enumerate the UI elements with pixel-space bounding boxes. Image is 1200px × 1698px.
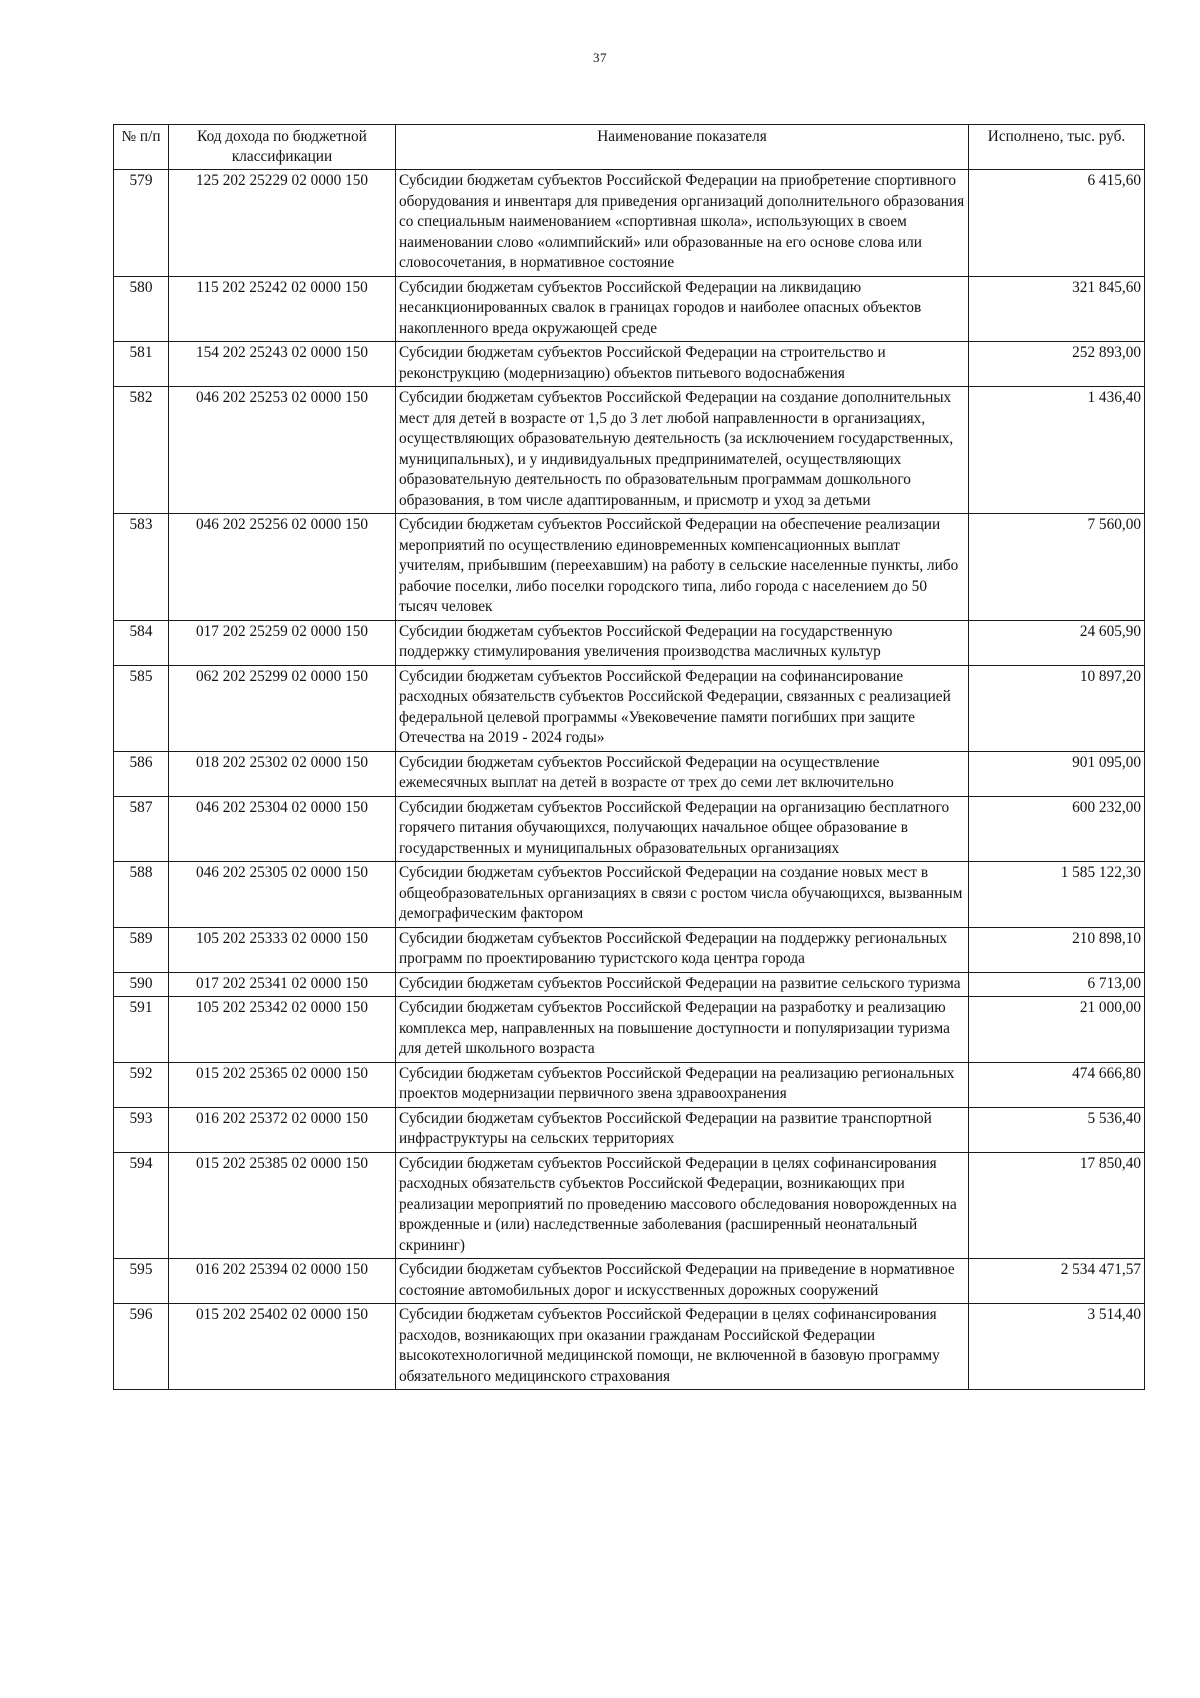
row-code: 046 202 25256 02 0000 150 — [169, 514, 396, 621]
row-code: 017 202 25341 02 0000 150 — [169, 972, 396, 997]
row-num: 588 — [114, 862, 169, 928]
row-name: Субсидии бюджетам субъектов Российской Федерации на осуществление ежемесячных выплат на детей в возрасте от трех до семи лет включительно — [396, 751, 969, 796]
table-row — [114, 620, 1145, 665]
row-num: 584 — [114, 620, 169, 665]
row-code: 015 202 25365 02 0000 150 — [169, 1062, 396, 1107]
row-num: 587 — [114, 796, 169, 862]
row-num: 580 — [114, 276, 169, 342]
row-num: 594 — [114, 1152, 169, 1259]
table-row — [114, 796, 1145, 862]
row-amount: 17 850,40 — [969, 1152, 1145, 1259]
row-amount: 10 897,20 — [969, 665, 1145, 751]
row-code: 154 202 25243 02 0000 150 — [169, 342, 396, 387]
row-name: Субсидии бюджетам субъектов Российской Федерации в целях софинансирования расходов, возникающих при оказании гражданам Российской Федерации высокотехнологичной медицинской помощи, не включенной в базовую программу обязательного медицинского страхования — [396, 1304, 969, 1390]
table-row — [114, 927, 1145, 972]
row-amount: 3 514,40 — [969, 1304, 1145, 1390]
row-code: 115 202 25242 02 0000 150 — [169, 276, 396, 342]
row-code: 015 202 25385 02 0000 150 — [169, 1152, 396, 1259]
header-num: № п/п — [114, 125, 169, 170]
row-name: Субсидии бюджетам субъектов Российской Федерации на развитие сельского туризма — [396, 972, 969, 997]
row-num: 591 — [114, 997, 169, 1063]
table-row — [114, 276, 1145, 342]
row-num: 592 — [114, 1062, 169, 1107]
row-num: 581 — [114, 342, 169, 387]
row-code: 105 202 25333 02 0000 150 — [169, 927, 396, 972]
table-row — [114, 342, 1145, 387]
row-num: 593 — [114, 1107, 169, 1152]
table-row — [114, 170, 1145, 277]
table-row — [114, 514, 1145, 621]
row-name: Субсидии бюджетам субъектов Российской Федерации на приобретение спортивного оборудования и инвентаря для приведения организаций дополнительного образования со специальным наименованием «спортивная школа», использующих в своем наименовании слово «олимпийский» или образованные на его основе слова или словосочетания, в нормативное состояние — [396, 170, 969, 277]
row-amount: 474 666,80 — [969, 1062, 1145, 1107]
row-name: Субсидии бюджетам субъектов Российской Федерации на реализацию региональных проектов модернизации первичного звена здравоохранения — [396, 1062, 969, 1107]
row-code: 105 202 25342 02 0000 150 — [169, 997, 396, 1063]
row-amount: 7 560,00 — [969, 514, 1145, 621]
table-row — [114, 665, 1145, 751]
row-amount: 24 605,90 — [969, 620, 1145, 665]
row-name: Субсидии бюджетам субъектов Российской Федерации на строительство и реконструкцию (модернизацию) объектов питьевого водоснабжения — [396, 342, 969, 387]
row-num: 596 — [114, 1304, 169, 1390]
row-code: 018 202 25302 02 0000 150 — [169, 751, 396, 796]
row-amount: 6 713,00 — [969, 972, 1145, 997]
row-num: 583 — [114, 514, 169, 621]
row-name: Субсидии бюджетам субъектов Российской Федерации на приведение в нормативное состояние автомобильных дорог и искусственных дорожных сооружений — [396, 1259, 969, 1304]
row-code: 016 202 25394 02 0000 150 — [169, 1259, 396, 1304]
row-num: 582 — [114, 387, 169, 514]
header-code: Код дохода по бюджетной классификации — [169, 125, 396, 170]
table-row — [114, 972, 1145, 997]
table-row — [114, 751, 1145, 796]
row-code: 046 202 25305 02 0000 150 — [169, 862, 396, 928]
row-amount: 1 436,40 — [969, 387, 1145, 514]
page-number: 37 — [593, 50, 607, 65]
row-name: Субсидии бюджетам субъектов Российской Федерации на государственную поддержку стимулирования увеличения производства масличных культур — [396, 620, 969, 665]
row-amount: 21 000,00 — [969, 997, 1145, 1063]
row-name: Субсидии бюджетам субъектов Российской Федерации на софинансирование расходных обязательств субъектов Российской Федерации, связанных с реализацией федеральной целевой программы «Увековечение памяти погибших при защите Отечества на 2019 - 2024 годы» — [396, 665, 969, 751]
table-row — [114, 1152, 1145, 1259]
row-name: Субсидии бюджетам субъектов Российской Федерации на развитие транспортной инфраструктуры на сельских территориях — [396, 1107, 969, 1152]
row-num: 589 — [114, 927, 169, 972]
row-num: 579 — [114, 170, 169, 277]
row-amount: 210 898,10 — [969, 927, 1145, 972]
header-name: Наименование показателя — [396, 125, 969, 170]
row-name: Субсидии бюджетам субъектов Российской Федерации в целях софинансирования расходных обязательств субъектов Российской Федерации, возникающих при реализации мероприятий по проведению массового обследования новорожденных на врожденные и (или) наследственные заболевания (расширенный неонатальный скрининг) — [396, 1152, 969, 1259]
table-row — [114, 387, 1145, 514]
row-code: 046 202 25304 02 0000 150 — [169, 796, 396, 862]
row-code: 017 202 25259 02 0000 150 — [169, 620, 396, 665]
table-header-row — [114, 125, 1145, 170]
budget-table — [113, 124, 1145, 1390]
row-num: 590 — [114, 972, 169, 997]
row-code: 046 202 25253 02 0000 150 — [169, 387, 396, 514]
row-name: Субсидии бюджетам субъектов Российской Федерации на обеспечение реализации мероприятий по осуществлению единовременных компенсационных выплат учителям, прибывшим (переехавшим) на работу в сельские населенные пункты, либо рабочие поселки, либо поселки городского типа, либо города с населением до 50 тысяч человек — [396, 514, 969, 621]
row-name: Субсидии бюджетам субъектов Российской Федерации на разработку и реализацию комплекса мер, направленных на повышение доступности и популяризации туризма для детей школьного возраста — [396, 997, 969, 1063]
row-num: 586 — [114, 751, 169, 796]
row-name: Субсидии бюджетам субъектов Российской Федерации на ликвидацию несанкционированных свалок в границах городов и наиболее опасных объектов накопленного вреда окружающей среде — [396, 276, 969, 342]
row-amount: 901 095,00 — [969, 751, 1145, 796]
row-name: Субсидии бюджетам субъектов Российской Федерации на создание дополнительных мест для детей в возрасте от 1,5 до 3 лет любой направленности в организациях, осуществляющих образовательную деятельность (за исключением государственных, муниципальных), и у индивидуальных предпринимателей, осуществляющих образовательную деятельность по образовательным программам дошкольного образования, в том числе адаптированным, и присмотр и уход за детьми — [396, 387, 969, 514]
row-num: 595 — [114, 1259, 169, 1304]
row-amount: 2 534 471,57 — [969, 1259, 1145, 1304]
table-row — [114, 1107, 1145, 1152]
row-amount: 5 536,40 — [969, 1107, 1145, 1152]
row-amount: 321 845,60 — [969, 276, 1145, 342]
header-amount: Исполнено, тыс. руб. — [969, 125, 1145, 170]
table-row — [114, 1259, 1145, 1304]
table-row — [114, 862, 1145, 928]
row-code: 125 202 25229 02 0000 150 — [169, 170, 396, 277]
table-body — [114, 170, 1145, 1390]
row-name: Субсидии бюджетам субъектов Российской Федерации на поддержку региональных программ по проектированию туристского кода центра города — [396, 927, 969, 972]
row-amount: 252 893,00 — [969, 342, 1145, 387]
row-code: 062 202 25299 02 0000 150 — [169, 665, 396, 751]
row-amount: 600 232,00 — [969, 796, 1145, 862]
table-row — [114, 1304, 1145, 1390]
table-row — [114, 997, 1145, 1063]
row-code: 016 202 25372 02 0000 150 — [169, 1107, 396, 1152]
row-amount: 1 585 122,30 — [969, 862, 1145, 928]
table-row — [114, 1062, 1145, 1107]
row-code: 015 202 25402 02 0000 150 — [169, 1304, 396, 1390]
row-name: Субсидии бюджетам субъектов Российской Федерации на создание новых мест в общеобразовательных организациях в связи с ростом числа обучающихся, вызванным демографическим фактором — [396, 862, 969, 928]
row-amount: 6 415,60 — [969, 170, 1145, 277]
row-name: Субсидии бюджетам субъектов Российской Федерации на организацию бесплатного горячего питания обучающихся, получающих начальное общее образование в государственных и муниципальных образовательных организациях — [396, 796, 969, 862]
row-num: 585 — [114, 665, 169, 751]
